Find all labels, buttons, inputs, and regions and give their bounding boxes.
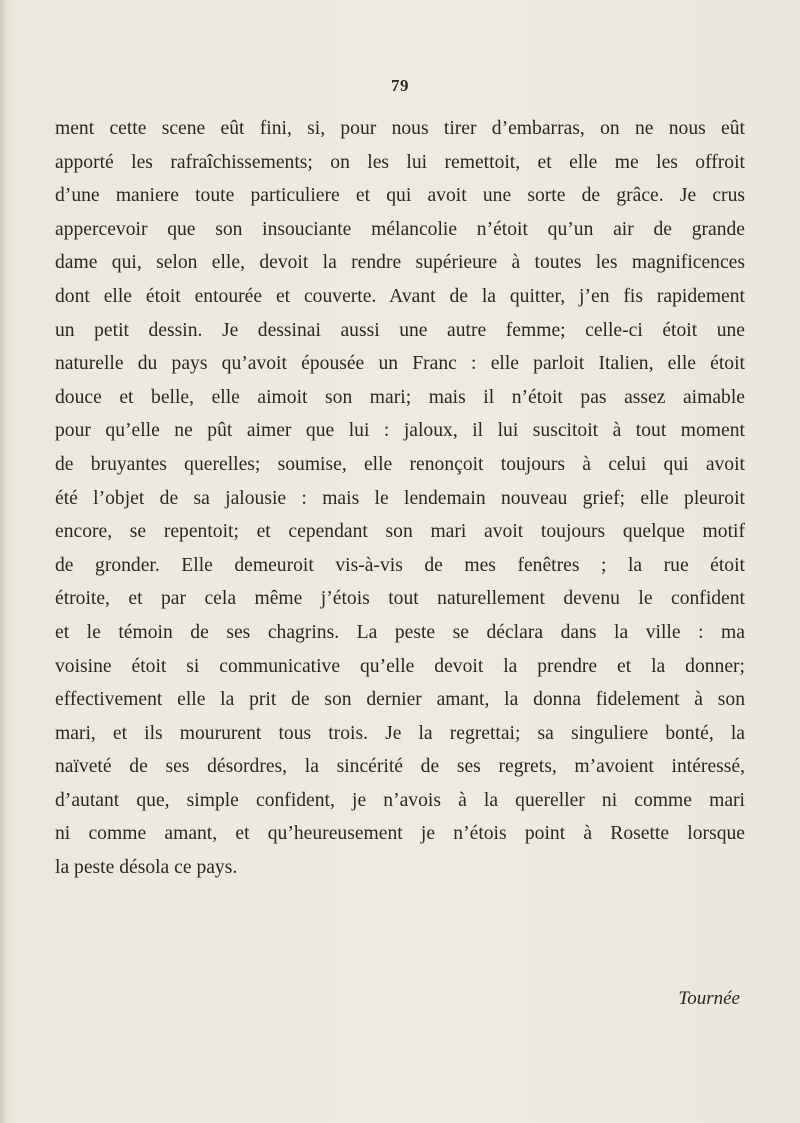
text-line: été l’objet de sa jalousie : mais le lendemain nouveau grief; elle pleuroit (55, 487, 745, 509)
text-line: pour qu’elle ne pût aimer que lui : jaloux, il lui suscitoit à tout moment (55, 420, 745, 442)
text-line: ment cette scene eût fini, si, pour nous tirer d’embarras, on ne nous eût (55, 118, 745, 139)
text-line: ni comme amant, et qu’heureusement je n’étois point à Rosette lorsque (55, 823, 745, 845)
text-line: d’autant que, simple confident, je n’avois à la quereller ni comme mari (55, 789, 745, 811)
text-line-last: la peste désola ce pays. (55, 857, 238, 879)
text-line: dont elle étoit entourée et couverte. Avant de la quitter, j’en fis rapidement (55, 285, 745, 307)
text-line: dame qui, selon elle, devoit la rendre supérieure à toutes les magnificences (55, 252, 745, 274)
text-line: douce et belle, elle aimoit son mari; mais il n’étoit pas assez aimable (55, 386, 745, 408)
text-line: un petit dessin. Je dessinai aussi une autre femme; celle-ci étoit une (55, 319, 745, 341)
text-line: naïveté de ses désordres, la sincérité de ses regrets, m’avoient intéressé, (55, 756, 745, 778)
text-line: appercevoir que son insouciante mélancolie n’étoit qu’un air de grande (55, 218, 745, 240)
text-line: apporté les rafraîchissements; on les lui remettoit, et elle me les offroit (55, 151, 745, 173)
text-line: effectivement elle la prit de son dernier amant, la donna fidelement à son (55, 689, 745, 711)
text-line: encore, se repentoit; et cependant son mari avoit toujours quelque motif (55, 521, 745, 543)
text-line: voisine étoit si communicative qu’elle devoit la prendre et la donner; (55, 655, 745, 677)
text-line: d’une maniere toute particuliere et qui avoit une sorte de grâce. Je crus (55, 185, 745, 207)
text-line: et le témoin de ses chagrins. La peste se déclara dans la ville : ma (55, 621, 745, 643)
body-text (55, 112, 745, 885)
text-line: de gronder. Elle demeuroit vis-à-vis de mes fenêtres ; la rue étoit (55, 554, 745, 576)
text-line: mari, et ils moururent tous trois. Je la regrettai; sa singuliere bonté, la (55, 722, 745, 744)
page-gutter-shadow (0, 0, 6, 1123)
text-line: de bruyantes querelles; soumise, elle renonçoit toujours à celui qui avoit (55, 453, 745, 475)
text-line: étroite, et par cela même j’étois tout naturellement devenu le confident (55, 588, 745, 610)
text-line: naturelle du pays qu’avoit épousée un Franc : elle parloit Italien, elle étoit (55, 353, 745, 375)
page-number: 79 (391, 76, 409, 95)
catchword: Tournée (678, 988, 740, 1009)
